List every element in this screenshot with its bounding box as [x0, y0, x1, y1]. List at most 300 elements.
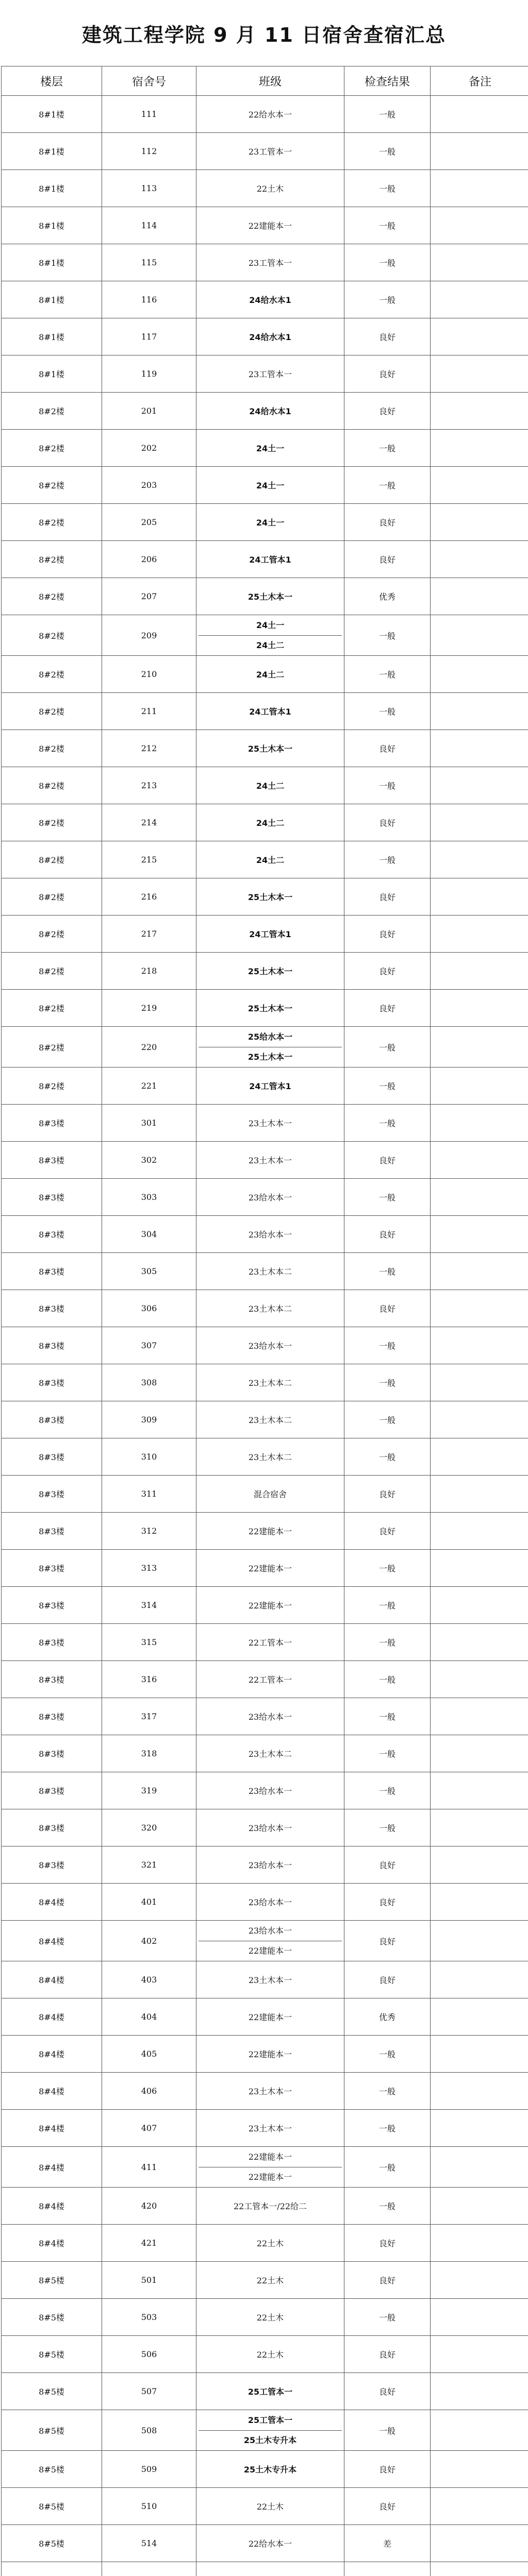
- table-row: [2, 878, 528, 916]
- cell-note: [431, 1179, 528, 1216]
- table-row: [2, 2525, 528, 2562]
- cell-room: 315: [102, 1624, 196, 1661]
- cell-result: 一般: [344, 767, 431, 804]
- cell-floor: 8#3楼: [2, 1587, 102, 1624]
- cell-class: [196, 281, 344, 318]
- cell-note: [431, 96, 528, 133]
- cell-room: 319: [102, 1772, 196, 1809]
- cell-result: 良好: [344, 1476, 431, 1513]
- cell-floor: 8#2楼: [2, 804, 102, 841]
- cell-floor: 8#4楼: [2, 1998, 102, 2036]
- cell-floor: 8#2楼: [2, 878, 102, 916]
- cell-result: 一般: [344, 467, 431, 504]
- cell-result: 优秀: [344, 578, 431, 615]
- cell-room: 309: [102, 1401, 196, 1438]
- cell-floor: 8#1楼: [2, 170, 102, 207]
- cell-room: 306: [102, 1290, 196, 1327]
- cell-room: 201: [102, 393, 196, 430]
- cell-room: 311: [102, 1476, 196, 1513]
- cell-room: 420: [102, 2188, 196, 2225]
- cell-class: [196, 2262, 344, 2299]
- cell-result: 一般: [344, 841, 431, 878]
- table-row: [2, 1735, 528, 1772]
- cell-room: 304: [102, 1216, 196, 1253]
- cell-note: [431, 133, 528, 170]
- table-row: [2, 1998, 528, 2036]
- table-row: [2, 244, 528, 281]
- class-entry: 24工管本1: [249, 707, 291, 717]
- cell-room: 506: [102, 2336, 196, 2373]
- cell-note: [431, 1142, 528, 1179]
- cell-room: 303: [102, 1179, 196, 1216]
- cell-room: 205: [102, 504, 196, 541]
- cell-note: [431, 1998, 528, 2036]
- cell-result: 良好: [344, 1884, 431, 1921]
- class-entry: 23工管本一: [248, 369, 292, 379]
- cell-room: 407: [102, 2110, 196, 2147]
- cell-class: [196, 1105, 344, 1142]
- cell-class: [196, 133, 344, 170]
- cell-result: 良好: [344, 318, 431, 355]
- table-row: [2, 656, 528, 693]
- cell-class: [196, 2147, 344, 2188]
- cell-note: [431, 2336, 528, 2373]
- cell-result: 良好: [344, 916, 431, 953]
- cell-floor: 8#4楼: [2, 1921, 102, 1961]
- cell-floor: 8#1楼: [2, 133, 102, 170]
- class-entry: 25土木本一: [248, 892, 293, 903]
- cell-class: [196, 430, 344, 467]
- cell-result: 一般: [344, 1698, 431, 1735]
- table-row: [2, 355, 528, 393]
- table-row: [2, 1179, 528, 1216]
- class-entry: 23给水本一: [248, 1823, 292, 1834]
- cell-room: 217: [102, 916, 196, 953]
- table-row: [2, 2373, 528, 2410]
- cell-note: [431, 1364, 528, 1401]
- class-entry: 22工管本一/22给二: [233, 2201, 307, 2212]
- table-row: [2, 1809, 528, 1846]
- cell-floor: 8#4楼: [2, 2073, 102, 2110]
- cell-floor: 8#5楼: [2, 2373, 102, 2410]
- table-row: [2, 1698, 528, 1735]
- cell-class: [196, 2451, 344, 2488]
- table-row: [2, 1290, 528, 1327]
- cell-room: 404: [102, 1998, 196, 2036]
- cell-floor: 8#2楼: [2, 467, 102, 504]
- cell-class: [196, 2188, 344, 2225]
- cell-floor: 8#5楼: [2, 2451, 102, 2488]
- table-row: [2, 2110, 528, 2147]
- cell-room: 310: [102, 1438, 196, 1476]
- class-entry: 23给水本一: [248, 1341, 292, 1351]
- table-row: [2, 2299, 528, 2336]
- cell-note: [431, 841, 528, 878]
- cell-floor: 8#3楼: [2, 1438, 102, 1476]
- cell-room: 318: [102, 1735, 196, 1772]
- table-row: [2, 2036, 528, 2073]
- cell-room: 510: [102, 2488, 196, 2525]
- cell-class: [196, 693, 344, 730]
- cell-note: [431, 2562, 528, 2576]
- header-room: 宿舍号: [102, 66, 196, 96]
- cell-result: 良好: [344, 1290, 431, 1327]
- cell-class: [196, 1961, 344, 1998]
- cell-result: 良好: [344, 393, 431, 430]
- cell-floor: 8#3楼: [2, 1513, 102, 1550]
- cell-room: 218: [102, 953, 196, 990]
- cell-floor: 8#4楼: [2, 2225, 102, 2262]
- cell-result: 一般: [344, 1179, 431, 1216]
- cell-class: [196, 1998, 344, 2036]
- cell-result: 一般: [344, 1661, 431, 1698]
- cell-result: 一般: [344, 1624, 431, 1661]
- cell-note: [431, 804, 528, 841]
- cell-note: [431, 1027, 528, 1067]
- class-entry: 23土木本一: [248, 1156, 292, 1166]
- cell-floor: 8#2楼: [2, 916, 102, 953]
- cell-note: [431, 541, 528, 578]
- cell-class: [196, 1179, 344, 1216]
- cell-room: 215: [102, 841, 196, 878]
- cell-result: 一般: [344, 1438, 431, 1476]
- class-entry: 23给水本一: [248, 1712, 292, 1722]
- cell-room: 213: [102, 767, 196, 804]
- cell-result: 一般: [344, 244, 431, 281]
- cell-floor: 8#5楼: [2, 2336, 102, 2373]
- table-row: [2, 1513, 528, 1550]
- cell-result: 一般: [344, 693, 431, 730]
- class-entry: 22建能本一: [248, 2151, 292, 2162]
- table-row: [2, 2336, 528, 2373]
- table-row: [2, 1846, 528, 1884]
- cell-result: 一般: [344, 1401, 431, 1438]
- class-entry: 22给水本一: [248, 110, 292, 120]
- cell-room: 320: [102, 1809, 196, 1846]
- cell-floor: 8#5楼: [2, 2488, 102, 2525]
- cell-class: [196, 656, 344, 693]
- cell-room: 219: [102, 990, 196, 1027]
- cell-class: [196, 2225, 344, 2262]
- class-entry: 22土木: [256, 2313, 284, 2323]
- cell-result: 一般: [344, 2188, 431, 2225]
- class-entry: 25土木本一: [248, 967, 293, 977]
- cell-class: [196, 578, 344, 615]
- cell-room: 209: [102, 615, 196, 656]
- cell-note: [431, 2147, 528, 2188]
- cell-floor: 8#3楼: [2, 1216, 102, 1253]
- cell-room: 503: [102, 2299, 196, 2336]
- cell-floor: 8#2楼: [2, 656, 102, 693]
- cell-class: [196, 1067, 344, 1105]
- cell-note: [431, 1884, 528, 1921]
- cell-note: [431, 578, 528, 615]
- cell-class: [196, 1661, 344, 1698]
- cell-result: 一般: [344, 281, 431, 318]
- class-entry: 25土木本一: [248, 744, 293, 754]
- cell-note: [431, 355, 528, 393]
- cell-floor: 8#2楼: [2, 430, 102, 467]
- cell-note: [431, 615, 528, 656]
- cell-floor: [2, 2562, 102, 2576]
- cell-room: 308: [102, 1364, 196, 1401]
- class-entry: 23土木本一: [248, 1975, 292, 1986]
- cell-note: [431, 1846, 528, 1884]
- class-entry: 22建能本一: [248, 2049, 292, 2060]
- cell-room: 207: [102, 578, 196, 615]
- cell-floor: 8#1楼: [2, 207, 102, 244]
- cell-note: [431, 2262, 528, 2299]
- class-entry: 24土一: [256, 481, 285, 490]
- class-entry: 22建能本一: [248, 1601, 292, 1611]
- table-row: [2, 393, 528, 430]
- cell-note: [431, 2299, 528, 2336]
- cell-result: 一般: [344, 1364, 431, 1401]
- cell-note: [431, 207, 528, 244]
- cell-class: [196, 1142, 344, 1179]
- cell-floor: 8#3楼: [2, 1142, 102, 1179]
- cell-class: [196, 207, 344, 244]
- table-row: [2, 1661, 528, 1698]
- cell-class: [196, 2110, 344, 2147]
- table-row: [2, 2262, 528, 2299]
- cell-class: [196, 1513, 344, 1550]
- cell-note: [431, 2488, 528, 2525]
- cell-result: 良好: [344, 1961, 431, 1998]
- table-row: [2, 1961, 528, 1998]
- cell-result: 良好: [344, 355, 431, 393]
- class-entry: 23土木本二: [248, 1452, 292, 1463]
- cell-class: [196, 467, 344, 504]
- class-entry: 25土木专升本: [199, 2430, 342, 2450]
- cell-result: 一般: [344, 2110, 431, 2147]
- class-entry: 23土木本二: [248, 1267, 292, 1277]
- table-row: [2, 2188, 528, 2225]
- cell-room: 305: [102, 1253, 196, 1290]
- table-row: [2, 916, 528, 953]
- cell-room: 202: [102, 430, 196, 467]
- class-entry: 23给水本一: [248, 1860, 292, 1871]
- class-entry: 24给水本1: [249, 332, 291, 342]
- class-entry: 22工管本一: [248, 1675, 292, 1685]
- cell-note: [431, 2410, 528, 2451]
- class-entry: 23工管本一: [248, 258, 292, 268]
- cell-floor: 8#2楼: [2, 953, 102, 990]
- table-row: [2, 1884, 528, 1921]
- table-row: [2, 1327, 528, 1364]
- cell-note: [431, 1216, 528, 1253]
- class-entry: 22土木: [256, 2239, 284, 2249]
- cell-class: [196, 1624, 344, 1661]
- class-entry: 22土木: [256, 2502, 284, 2512]
- table-row: [2, 96, 528, 133]
- cell-floor: 8#5楼: [2, 2410, 102, 2451]
- table-row: [2, 1253, 528, 1290]
- class-entry: 混合宿舍: [253, 1489, 287, 1500]
- class-entry: 24土二: [256, 855, 285, 866]
- class-entry: 24给水本1: [249, 406, 291, 416]
- cell-floor: 8#4楼: [2, 2188, 102, 2225]
- cell-class: [196, 1587, 344, 1624]
- cell-floor: 8#3楼: [2, 1401, 102, 1438]
- cell-result: 良好: [344, 2336, 431, 2373]
- table-row: [2, 2410, 528, 2451]
- class-entry: 23给水本一: [248, 1230, 292, 1240]
- cell-floor: 8#2楼: [2, 841, 102, 878]
- cell-floor: 8#2楼: [2, 541, 102, 578]
- cell-room: 321: [102, 1846, 196, 1884]
- class-entry: 24土一: [256, 620, 285, 630]
- cell-result: 一般: [344, 1105, 431, 1142]
- cell-note: [431, 1550, 528, 1587]
- cell-floor: 8#3楼: [2, 1661, 102, 1698]
- class-entry: 23土木本二: [248, 1304, 292, 1314]
- cell-note: [431, 1587, 528, 1624]
- cell-floor: 8#2楼: [2, 767, 102, 804]
- cell-class: [196, 2410, 344, 2451]
- cell-floor: 8#3楼: [2, 1290, 102, 1327]
- header-row: [2, 66, 528, 96]
- cell-room: 406: [102, 2073, 196, 2110]
- cell-floor: 8#3楼: [2, 1253, 102, 1290]
- cell-floor: 8#5楼: [2, 2525, 102, 2562]
- cell-note: [431, 393, 528, 430]
- cell-floor: 8#3楼: [2, 1809, 102, 1846]
- cell-result: 一般: [344, 170, 431, 207]
- cell-room: 514: [102, 2525, 196, 2562]
- table-row: [2, 2562, 528, 2576]
- cell-note: [431, 1290, 528, 1327]
- class-entry: 24土二: [199, 635, 342, 655]
- cell-result: 良好: [344, 990, 431, 1027]
- cell-result: 良好: [344, 730, 431, 767]
- table-row: [2, 953, 528, 990]
- cell-room: 119: [102, 355, 196, 393]
- cell-note: [431, 916, 528, 953]
- table-row: [2, 1438, 528, 1476]
- class-entry: 22建能本一: [199, 2167, 342, 2187]
- cell-floor: 8#1楼: [2, 318, 102, 355]
- cell-class: [196, 1772, 344, 1809]
- cell-floor: 8#3楼: [2, 1846, 102, 1884]
- cell-class: [196, 841, 344, 878]
- cell-class: [196, 355, 344, 393]
- cell-result: 一般: [344, 2073, 431, 2110]
- cell-result: 良好: [344, 2451, 431, 2488]
- cell-class: [196, 1735, 344, 1772]
- cell-note: [431, 953, 528, 990]
- table-row: [2, 2073, 528, 2110]
- cell-room: 112: [102, 133, 196, 170]
- cell-floor: 8#4楼: [2, 2147, 102, 2188]
- class-entry: 22建能本一: [248, 2012, 292, 2023]
- header-floor: 楼层: [2, 66, 102, 96]
- cell-result: [344, 2562, 431, 2576]
- cell-room: 313: [102, 1550, 196, 1587]
- cell-floor: 8#2楼: [2, 504, 102, 541]
- cell-room: 117: [102, 318, 196, 355]
- table-row: [2, 207, 528, 244]
- document-title: 建筑工程学院 9 月 11 日宿舍查宿汇总: [81, 23, 447, 46]
- cell-class: [196, 96, 344, 133]
- cell-class: [196, 2073, 344, 2110]
- class-entry: 22土木: [256, 2350, 284, 2360]
- table-row: [2, 430, 528, 467]
- cell-note: [431, 2225, 528, 2262]
- cell-result: 一般: [344, 1735, 431, 1772]
- table-row: [2, 1624, 528, 1661]
- cell-class: [196, 990, 344, 1027]
- table-row: [2, 767, 528, 804]
- cell-result: 良好: [344, 504, 431, 541]
- cell-floor: 8#1楼: [2, 355, 102, 393]
- cell-result: 一般: [344, 1027, 431, 1067]
- cell-class: [196, 1809, 344, 1846]
- cell-note: [431, 1476, 528, 1513]
- class-entry: 22建能本一: [248, 221, 292, 231]
- table-row: [2, 1476, 528, 1513]
- class-entry: 24工管本1: [249, 1081, 291, 1092]
- class-entry: 22土木: [256, 184, 284, 194]
- cell-room: 316: [102, 1661, 196, 1698]
- class-entry: 22建能本一: [248, 1564, 292, 1574]
- cell-class: [196, 1216, 344, 1253]
- cell-note: [431, 730, 528, 767]
- cell-note: [431, 1438, 528, 1476]
- cell-result: 一般: [344, 656, 431, 693]
- cell-note: [431, 1735, 528, 1772]
- cell-room: 314: [102, 1587, 196, 1624]
- cell-note: [431, 170, 528, 207]
- cell-result: 一般: [344, 1587, 431, 1624]
- table-row: [2, 1105, 528, 1142]
- cell-room: 307: [102, 1327, 196, 1364]
- cell-result: 一般: [344, 2036, 431, 2073]
- cell-note: [431, 1698, 528, 1735]
- cell-room: 405: [102, 2036, 196, 2073]
- cell-class: [196, 2299, 344, 2336]
- cell-class: [196, 244, 344, 281]
- cell-class: [196, 1327, 344, 1364]
- cell-floor: 8#2楼: [2, 730, 102, 767]
- cell-floor: 8#4楼: [2, 1884, 102, 1921]
- cell-result: 一般: [344, 1327, 431, 1364]
- cell-class: [196, 1921, 344, 1961]
- cell-class: [196, 1290, 344, 1327]
- table-row: [2, 1142, 528, 1179]
- cell-room: 508: [102, 2410, 196, 2451]
- class-entry: 23土木本一: [248, 1118, 292, 1129]
- cell-floor: 8#3楼: [2, 1476, 102, 1513]
- cell-result: 一般: [344, 1550, 431, 1587]
- cell-room: 115: [102, 244, 196, 281]
- cell-result: 一般: [344, 615, 431, 656]
- cell-room: 421: [102, 2225, 196, 2262]
- table-row: [2, 1401, 528, 1438]
- cell-floor: 8#2楼: [2, 1027, 102, 1067]
- cell-room: 116: [102, 281, 196, 318]
- class-entry: 25土木本一: [248, 592, 293, 602]
- class-entry: 24土一: [256, 518, 285, 528]
- cell-room: 509: [102, 2451, 196, 2488]
- class-entry: 24土二: [256, 670, 285, 680]
- cell-room: 206: [102, 541, 196, 578]
- cell-floor: 8#1楼: [2, 244, 102, 281]
- cell-floor: 8#5楼: [2, 2262, 102, 2299]
- cell-note: [431, 878, 528, 916]
- cell-room: [102, 2562, 196, 2576]
- cell-room: 312: [102, 1513, 196, 1550]
